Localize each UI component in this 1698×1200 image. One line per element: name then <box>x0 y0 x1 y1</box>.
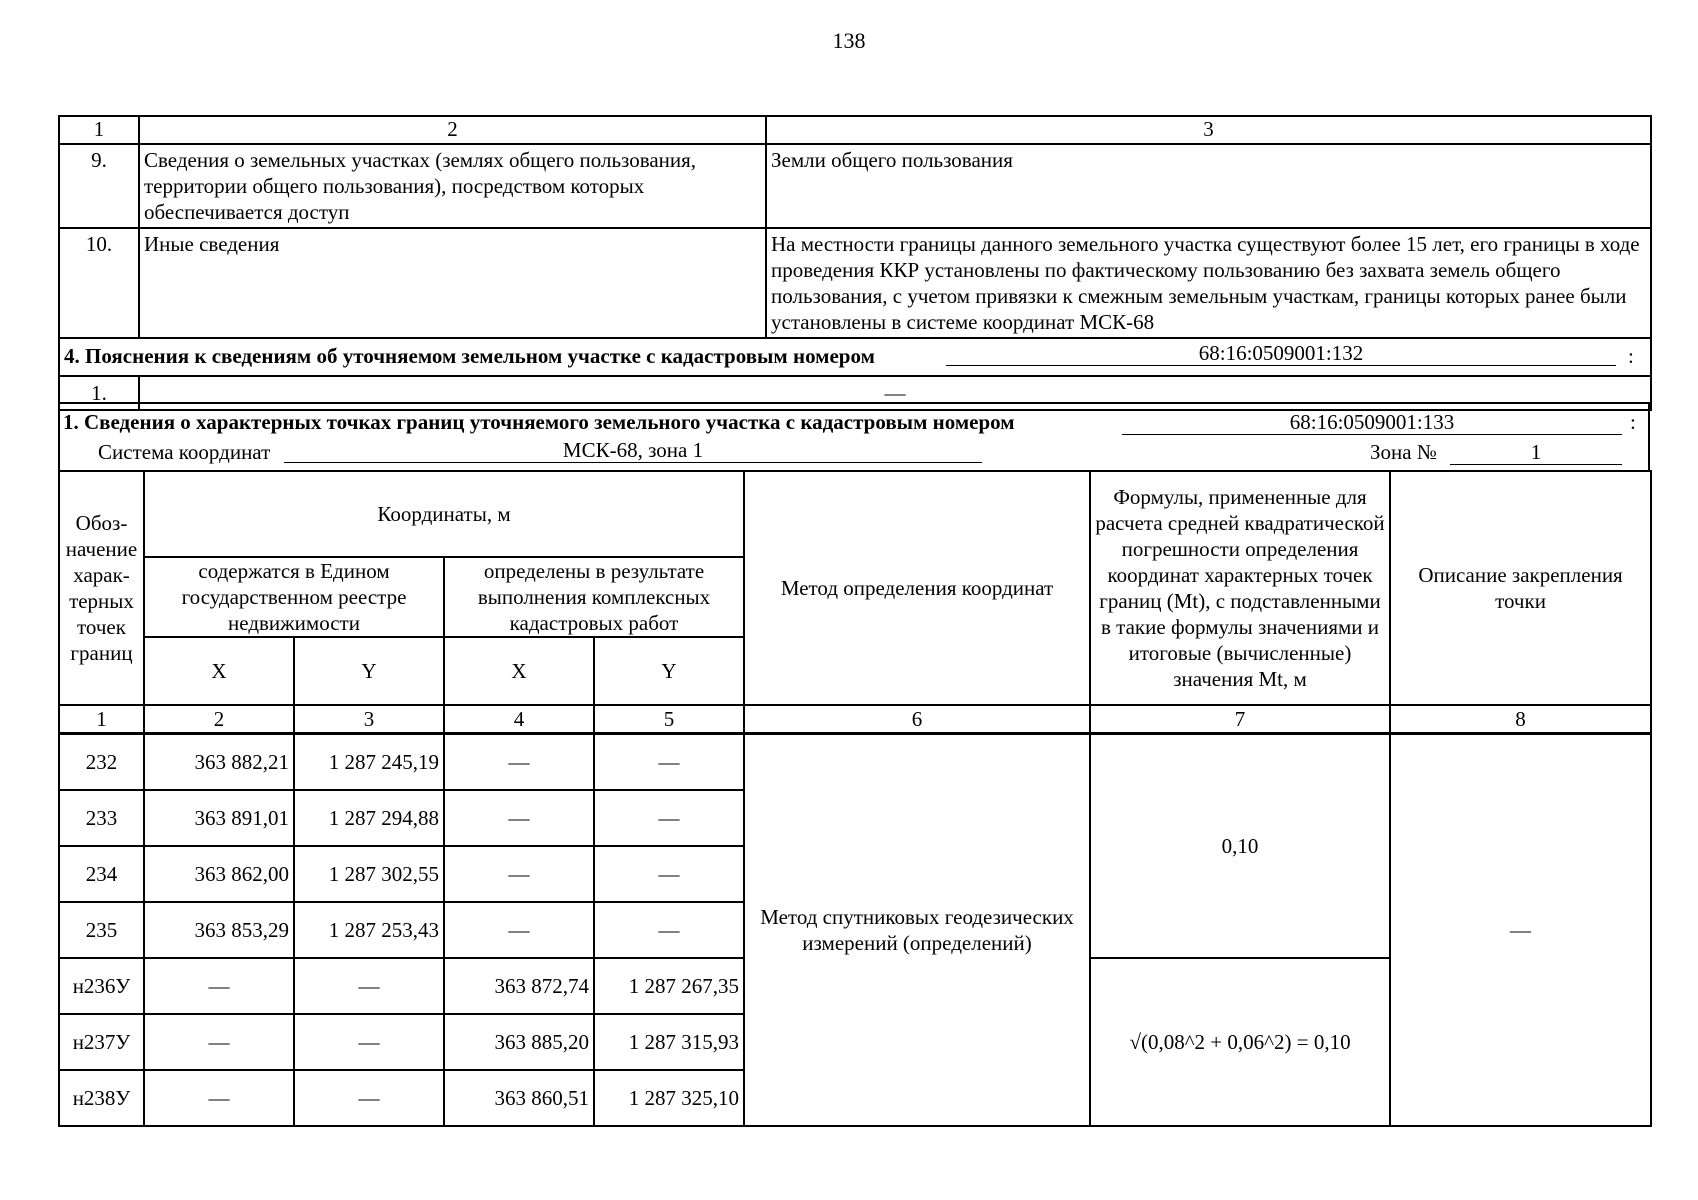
section1-colon: : <box>1630 410 1636 434</box>
col-number: 3 <box>294 705 444 734</box>
point-id: н236У <box>59 958 144 1014</box>
mt-value-cell: 0,10 <box>1090 734 1390 959</box>
col-number: 8 <box>1390 705 1651 734</box>
point-y-determined: — <box>594 846 744 902</box>
point-x-determined: — <box>444 846 594 902</box>
point-y-determined: 1 287 267,35 <box>594 958 744 1014</box>
header-designation: Обоз-начение харак-терных точек границ <box>59 471 144 705</box>
column-number-row <box>59 705 1651 734</box>
coord-system-label: Система координат <box>98 440 271 464</box>
point-y-registry: — <box>294 1070 444 1126</box>
section1-header <box>58 402 1650 470</box>
boundary-points-table <box>58 470 1652 1127</box>
col-header-3: 3 <box>766 116 1651 144</box>
header-determined: определены в результате выполнения комплексных кадастровых работ <box>444 557 744 637</box>
row-value: На местности границы данного земельного участка существуют более 15 лет, его границы в ходе проведения ККР установлены по фактическому пользованию без захвата земель общего пользования, с учетом привязки к смежным земельным участкам, границы которых ранее были установлены в системе координат МСК-68 <box>766 228 1651 338</box>
header-method: Метод определения координат <box>744 471 1090 705</box>
table-row <box>59 228 1651 338</box>
section4-item-value: — <box>139 376 1651 410</box>
header-in-registry: содержатся в Едином государственном реестре недвижимости <box>144 557 444 637</box>
row-number: 10. <box>59 228 139 338</box>
point-y-registry: 1 287 245,19 <box>294 734 444 791</box>
section4-cadastral-number: 68:16:0509001:132 <box>946 341 1616 366</box>
point-x-determined: 363 872,74 <box>444 958 594 1014</box>
col-number: 6 <box>744 705 1090 734</box>
header-row-1 <box>59 471 1651 557</box>
section4-item-number: 1. <box>59 376 139 410</box>
method-cell: Метод спутниковых геодезических измерений (определений) <box>744 734 1090 1127</box>
point-y-registry: — <box>294 958 444 1014</box>
zone-value: 1 <box>1450 440 1622 465</box>
row-label: Иные сведения <box>139 228 766 338</box>
point-id: 233 <box>59 790 144 846</box>
col-number: 2 <box>144 705 294 734</box>
section4-heading-row <box>59 338 1651 376</box>
header-fixing: Описание закрепления точки <box>1390 471 1651 705</box>
point-y-registry: 1 287 253,43 <box>294 902 444 958</box>
header-y-determined: Y <box>594 637 744 705</box>
point-id: н237У <box>59 1014 144 1070</box>
col-header-1: 1 <box>59 116 139 144</box>
point-y-determined: 1 287 325,10 <box>594 1070 744 1126</box>
section1-cadastral-number: 68:16:0509001:133 <box>1122 410 1622 435</box>
header-formulas: Формулы, примененные для расчета средней квадратической погрешности определения координат характерных точек границ (Mt), с подставленными в такие формулы значениями и итоговые (вычисленные) значения Mt, м <box>1090 471 1390 705</box>
point-y-registry: 1 287 302,55 <box>294 846 444 902</box>
table-header-row <box>59 116 1651 144</box>
section1-title: 1. Сведения о характерных точках границ уточняемого земельного участка с кадастровым номером <box>63 410 1015 434</box>
row-label: Сведения о земельных участках (землях общего пользования, территории общего пользования), посредством которых обеспечивается доступ <box>139 144 766 228</box>
top-info-table <box>58 115 1652 411</box>
table-row <box>59 144 1651 228</box>
mt-formula-cell: √(0,08^2 + 0,06^2) = 0,10 <box>1090 958 1390 1126</box>
col-number: 7 <box>1090 705 1390 734</box>
section4-heading <box>59 338 1651 376</box>
point-y-determined: — <box>594 734 744 791</box>
point-x-determined: 363 860,51 <box>444 1070 594 1126</box>
header-y-registry: Y <box>294 637 444 705</box>
page-number: 138 <box>832 28 866 53</box>
point-id: 235 <box>59 902 144 958</box>
section4-title: 4. Пояснения к сведениям об уточняемом земельном участке с кадастровым номером <box>64 344 875 368</box>
point-x-registry: 363 882,21 <box>144 734 294 791</box>
table-row <box>59 734 1651 791</box>
point-y-determined: 1 287 315,93 <box>594 1014 744 1070</box>
row-number: 9. <box>59 144 139 228</box>
point-y-determined: — <box>594 902 744 958</box>
point-y-registry: — <box>294 1014 444 1070</box>
point-x-determined: — <box>444 734 594 791</box>
point-y-registry: 1 287 294,88 <box>294 790 444 846</box>
point-id: 232 <box>59 734 144 791</box>
point-x-registry: — <box>144 1014 294 1070</box>
point-x-determined: — <box>444 902 594 958</box>
point-id: н238У <box>59 1070 144 1126</box>
point-x-registry: 363 891,01 <box>144 790 294 846</box>
col-number: 5 <box>594 705 744 734</box>
point-y-determined: — <box>594 790 744 846</box>
fixing-cell: — <box>1390 734 1651 1127</box>
header-coordinates: Координаты, м <box>144 471 744 557</box>
row-value: Земли общего пользования <box>766 144 1651 228</box>
header-x-registry: X <box>144 637 294 705</box>
point-x-registry: 363 853,29 <box>144 902 294 958</box>
col-number: 1 <box>59 705 144 734</box>
section4-colon: : <box>1628 344 1634 368</box>
col-header-2: 2 <box>139 116 766 144</box>
point-x-determined: 363 885,20 <box>444 1014 594 1070</box>
point-id: 234 <box>59 846 144 902</box>
point-x-registry: 363 862,00 <box>144 846 294 902</box>
point-x-registry: — <box>144 1070 294 1126</box>
col-number: 4 <box>444 705 594 734</box>
coord-system-value: МСК-68, зона 1 <box>284 438 982 463</box>
point-x-registry: — <box>144 958 294 1014</box>
point-x-determined: — <box>444 790 594 846</box>
zone-label: Зона № <box>1370 440 1437 464</box>
header-x-determined: X <box>444 637 594 705</box>
